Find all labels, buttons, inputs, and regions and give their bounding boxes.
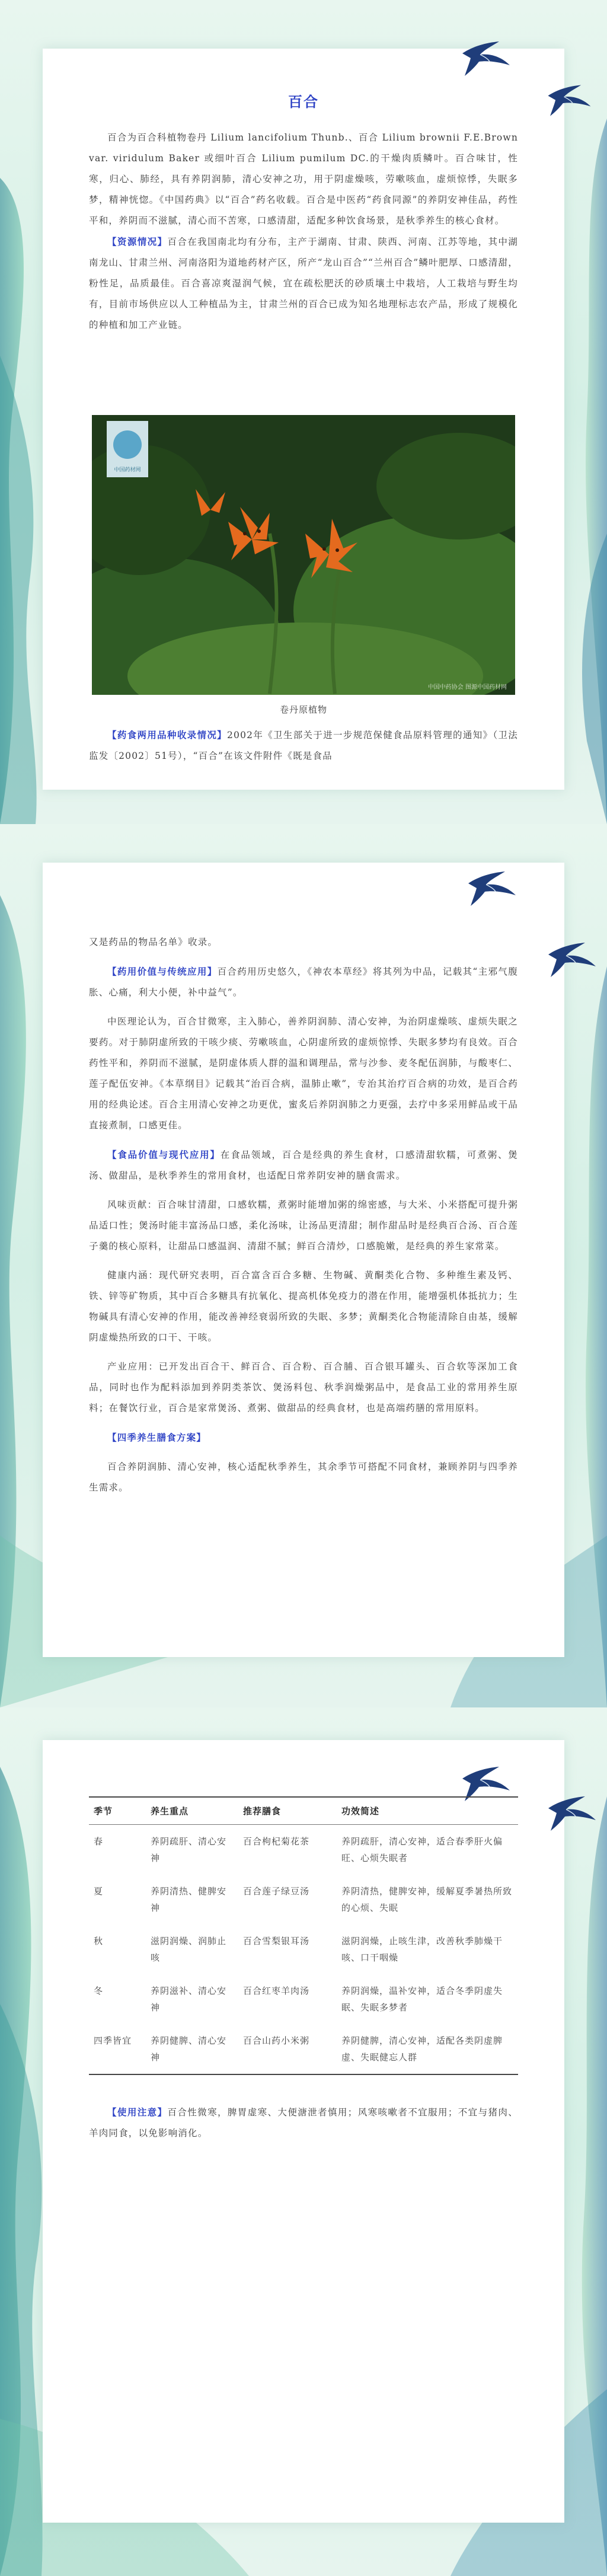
- food-industry: 产业应用：已开发出百合干、鲜百合、百合粉、百合脯、百合银耳罐头、百合软等深加工食品，同时也作为配料添加到养阴类茶饮、煲汤料包、秋季润燥粥品中，是食品工业的常用养生原料；在餐饮行业，百合是家常煲汤、煮粥、做甜品的经典食材，也是高端药膳的常用原料。: [89, 1361, 518, 1413]
- table-cell: 养阴滋补、清心安神: [151, 1986, 227, 2013]
- table-cell: 四季皆宜: [89, 2024, 146, 2074]
- table-header-row: [89, 1797, 518, 1825]
- table-row: [89, 1924, 518, 1974]
- panel-2: [0, 824, 607, 1707]
- resource-label: 【资源情况】: [107, 236, 168, 247]
- food-text: 在食品领域，百合是经典的养生食材，口感清甜软糯，可煮粥、煲汤、做甜品，是秋季养生的常用食材，也适配日常养阴安神的膳食需求。: [89, 1150, 518, 1181]
- caution-text: 百合性微寒，脾胃虚寒、大便溏泄者慎用；风寒咳嗽者不宜服用；不宜与猪肉、羊肉同食，以免影响消化。: [89, 2107, 518, 2138]
- table-header: 推荐膳食: [238, 1797, 337, 1825]
- food-health: 健康内涵：现代研究表明，百合富含百合多糖、生物碱、黄酮类化合物、多种维生素及钙、铁、锌等矿物质，其中百合多糖具有抗氧化、提高机体免疫力的潜在作用，能增强机体抵抗力；生物碱具有清心安神的作用，能改善神经衰弱所致的失眠、多梦；黄酮类化合物能清除自由基，缓解阴虚燥热所致的口干、干咳。: [89, 1270, 518, 1343]
- swallow-icon: [548, 85, 596, 123]
- photo-credit: 中国中药协会 图源中国药材网: [427, 684, 507, 691]
- table-header: 功效简述: [337, 1797, 518, 1825]
- table-cell: 百合枸杞菊花茶: [243, 1836, 310, 1847]
- table-header: 季节: [89, 1797, 146, 1825]
- table-cell: 百合莲子绿豆汤: [243, 1886, 310, 1897]
- table-row: [89, 2024, 518, 2074]
- table-cell: 养阴润燥，温补安神，适合冬季阴虚失眠、失眠多梦者: [341, 1986, 503, 2013]
- table-cell: 养阴健脾，清心安神，适配各类阴虚脾虚、失眠健忘人群: [337, 2024, 518, 2074]
- photo-watermark: 中国药材网: [114, 467, 141, 473]
- table-cell: 养阴疏肝，清心安神，适合春季肝火偏旺、心烦失眠者: [341, 1836, 503, 1863]
- caution-section: [89, 2102, 518, 2144]
- resource-text: 百合在我国南北均有分布，主产于湖南、甘肃、陕西、河南、江苏等地，其中湖南龙山、甘肃兰州、河南洛阳为道地药材产区，所产“龙山百合”“兰州百合”鳞叶肥厚、口感清甜，粉性足，品质最佳。百合喜凉爽湿润气候，宜在疏松肥沃的砂质壤土中栽培，人工栽培与野生均有，目前市场供应以人工种植品为主，甘肃兰州的百合已成为知名地理标志农产品，形成了规模化的种植和加工产业链。: [89, 237, 518, 330]
- table-cell: 秋: [94, 1936, 104, 1946]
- photo-caption: 卷丹原植物: [279, 704, 327, 715]
- table-cell: 百合雪梨银耳汤: [243, 1936, 310, 1946]
- table-cell: 养阴健脾、清心安神: [146, 2024, 238, 2074]
- medicinal-text: 百合药用历史悠久，《神农本草经》将其列为中品，记载其“主邪气腹胀、心痛，利大小便，补中益气”。: [89, 966, 518, 998]
- table-header: 养生重点: [146, 1797, 238, 1825]
- medicinal-label: 【药用价值与传统应用】: [107, 966, 218, 977]
- table-cell: 滋阴润燥、润肺止咳: [151, 1936, 227, 1963]
- caution-paragraph: [89, 2102, 518, 2144]
- policy-paragraph: [89, 724, 518, 767]
- panel-1: [0, 0, 607, 824]
- caution-label: 【使用注意】: [107, 2106, 168, 2118]
- medicinal-theory: 中医理论认为，百合甘微寒，主入肺心，善养阴润肺、清心安神，为治阴虚燥咳、虚烦失眠之要药。对于肺阴虚所致的干咳少痰、劳嗽咳血，心阴虚所致的虚烦惊悸、失眠多梦均有良效。百合药性平和，养阴而不滋腻，是阴虚体质人群的温和调理品，常与沙参、麦冬配伍润肺，与酸枣仁、莲子配伍安神。《本草纲目》记载其“治百合病，温肺止嗽”，专治其治疗百合病的功效，是百合药用的经典论述。百合主用清心安神之功更优，蜜炙后养阴润肺之力更强，去疗中多采用鲜品或干品直接煮制，口感更佳。: [89, 1016, 518, 1131]
- intro-section: [89, 127, 518, 336]
- food-flavor: 风味贡献：百合味甘清甜，口感软糯，煮粥时能增加粥的绵密感，与大米、小米搭配可提升粥品适口性；煲汤时能丰富汤品口感，柔化汤味，让汤品更清甜；制作甜品时是经典百合汤、百合莲子羹的核心原料，让甜品口感温润、清甜不腻；鲜百合清炒，口感脆嫩，是经典的养生家常菜。: [89, 1199, 518, 1252]
- policy-section: [89, 724, 518, 767]
- page-title: 百合: [288, 93, 319, 110]
- table-row: [89, 1825, 518, 1875]
- policy-label: 【药食两用品种收录情况】: [107, 729, 227, 740]
- table-cell: 夏: [94, 1886, 104, 1897]
- medicinal-paragraph: [89, 961, 518, 1003]
- policy-paragraph-cont: 又是药品的物品名单》收录。: [89, 937, 218, 947]
- intro-paragraph: 百合为百合科植物卷丹 Lilium lancifolium Thunb.、百合 Lilium brownii F.E.Brown var. viridulum Baker 或细叶百合 Lilium pumilum DC.的干燥肉质鳞叶。百合味甘，性寒，归心、肺经，具有养阴润肺，清心安神之功，用于阴虚燥咳，劳嗽咳血，虚烦惊悸，失眠多梦，精神恍惚。《中国药典》以“百合”药名收载。百合是中医药“药食同源”的养阴安神佳品，药性平和，养阴而不滋腻，清心而不苦寒，口感清甜，适配多种饮食场景，是秋季养生的核心食材。: [89, 132, 518, 226]
- swallow-icon: [548, 943, 602, 984]
- swallow-icon: [462, 42, 516, 83]
- tiger-lily-photo: [92, 415, 515, 695]
- seasonal-intro: 百合养阴润肺、清心安神，核心适配秋季养生，其余季节可搭配不同食材，兼顾养阴与四季养生需求。: [89, 1461, 518, 1493]
- swallow-icon: [548, 1796, 602, 1838]
- seasonal-table: [89, 1796, 518, 2075]
- table-row: [89, 1974, 518, 2024]
- table-cell: 养阴疏肝、清心安神: [151, 1836, 227, 1863]
- table-cell: 春: [94, 1836, 104, 1847]
- policy-text-1: 2002年《卫生部关于进一步规范保健食品原料管理的通知》（卫法监发〔2002〕51号），“百合”在该文件附件《既是食品: [89, 730, 518, 761]
- table-cell: 冬: [94, 1986, 104, 1996]
- table-cell: 养阴清热、健脾安神: [151, 1886, 227, 1913]
- table-cell: 百合红枣羊肉汤: [243, 1986, 310, 1996]
- food-label: 【食品价值与现代应用】: [107, 1149, 221, 1160]
- main-section: [89, 932, 518, 1498]
- seasonal-heading: [89, 1427, 518, 1448]
- swallow-icon: [468, 872, 522, 913]
- table-row: [89, 1875, 518, 1924]
- seasonal-label: 【四季养生膳食方案】: [107, 1432, 207, 1443]
- table-cell: 滋阴润燥，止咳生津，改善秋季肺燥干咳、口干咽燥: [341, 1936, 503, 1963]
- food-paragraph: [89, 1144, 518, 1186]
- table-cell: 养阴清热，健脾安神，缓解夏季暑热所致的心烦、失眠: [341, 1886, 513, 1913]
- resource-paragraph: [89, 231, 518, 336]
- table-cell: 百合山药小米粥: [238, 2024, 337, 2074]
